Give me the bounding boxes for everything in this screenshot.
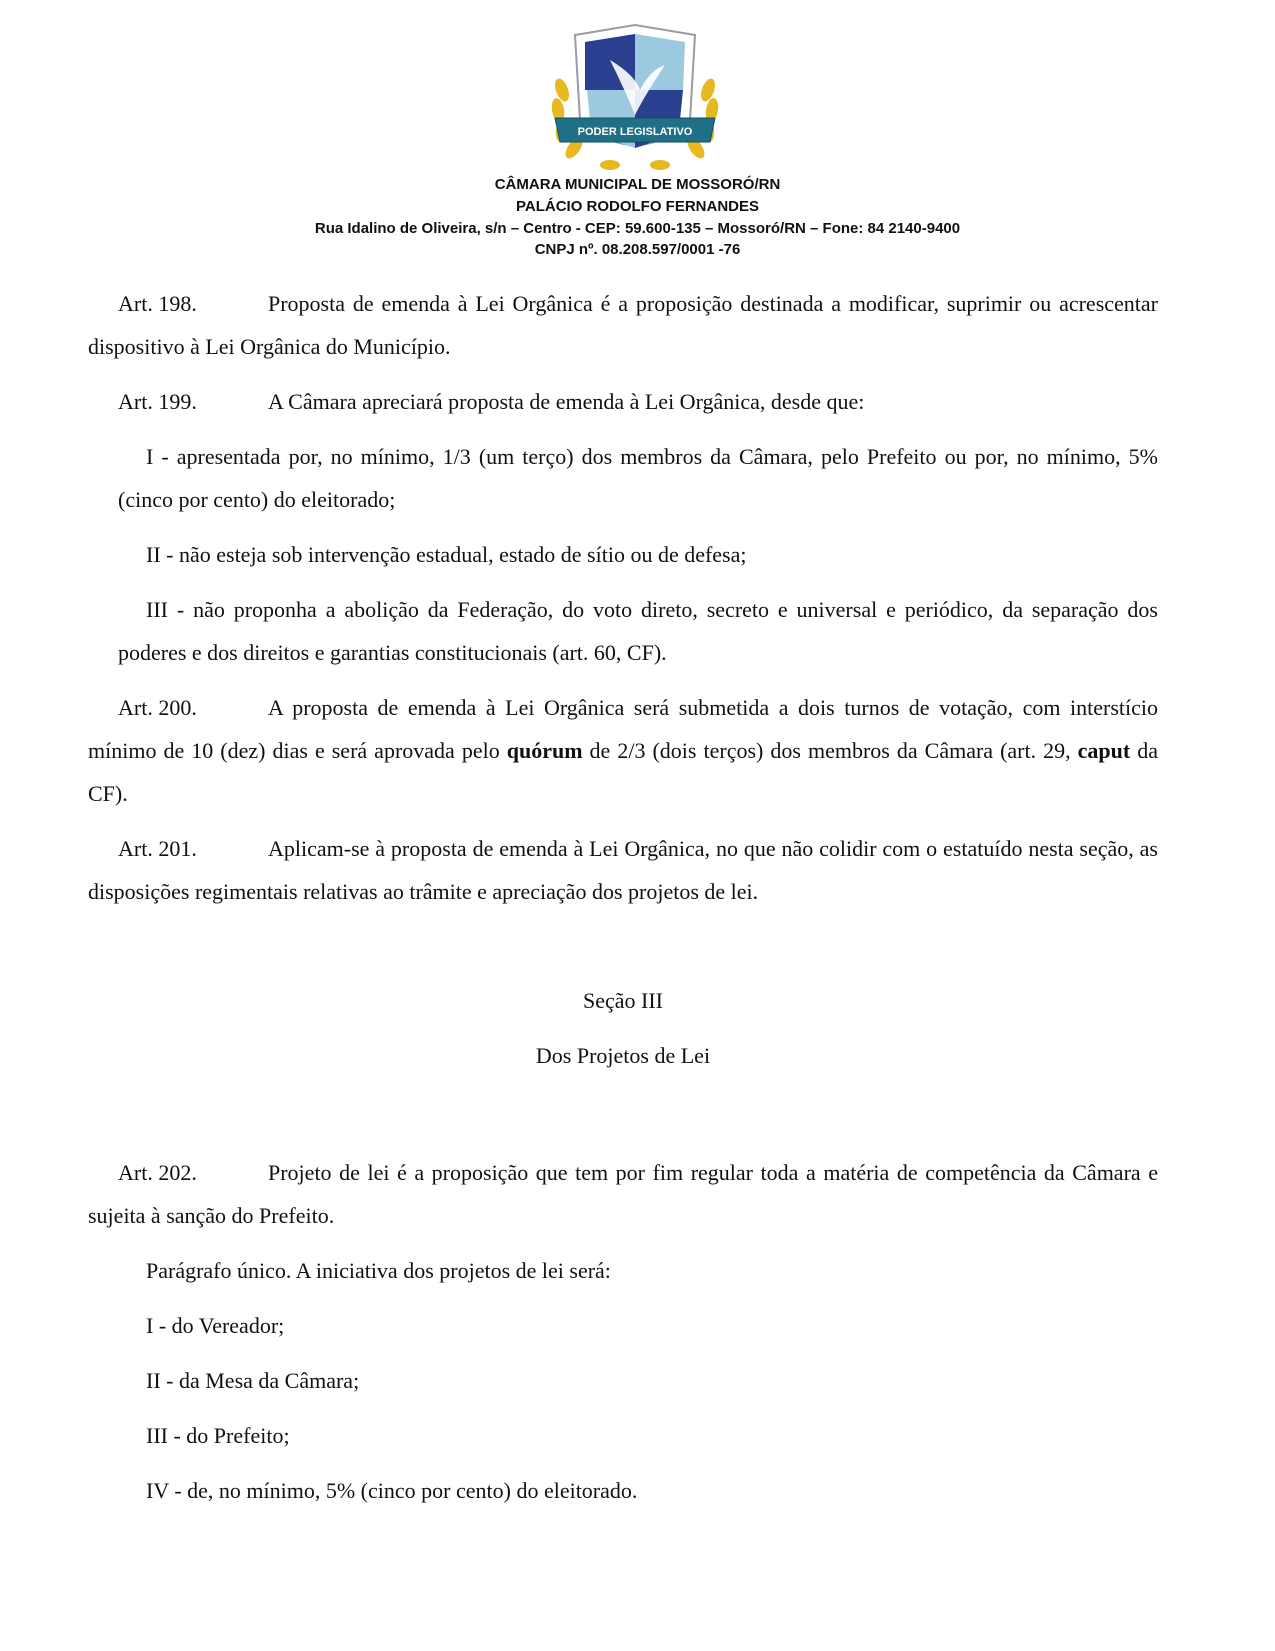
bold-term: caput — [1077, 738, 1131, 763]
article-199-item-ii: II - não esteja sob intervenção estadual, estado de sítio ou de defesa; — [146, 542, 747, 567]
address: Rua Idalino de Oliveira, s/n – Centro - CEP: 59.600-135 – Mossoró/RN – Fone: 84 2140-9400 — [314, 220, 961, 237]
cnpj: CNPJ nº. 08.208.597/0001 -76 — [534, 241, 741, 258]
article-201: Art. 201. Aplicam-se à proposta de emenda à Lei Orgânica, no que não colidir com o estatuído nesta seção, as disposições regimentais relativas ao trâmite e apreciação dos projetos de lei. — [88, 836, 1158, 904]
article-199-item-i: I - apresentada por, no mínimo, 1/3 (um terço) dos membros da Câmara, pelo Prefeito ou por, no mínimo, 5% (cinco por cento) do eleitorado; — [118, 444, 1158, 512]
article-202-item-ii: II - da Mesa da Câmara; — [146, 1368, 360, 1393]
article-198: Art. 198. Proposta de emenda à Lei Orgânica é a proposição destinada a modificar, suprimir ou acrescentar dispositivo à Lei Orgânica do Município. — [88, 291, 1158, 359]
building-name: PALÁCIO RODOLFO FERNANDES — [515, 198, 760, 215]
article-200: Art. 200. A proposta de emenda à Lei Orgânica será submetida a dois turnos de votação, com interstício mínimo de 10 (dez) dias e será aprovada pelo quórum de 2/3 (dois terços) dos membros da Câmara (art. 29, caput da CF). — [88, 695, 1159, 806]
article-202-item-i: I - do Vereador; — [146, 1313, 285, 1338]
svg-text:1870: 1870 — [626, 149, 644, 158]
article-199-item-iii: III - não proponha a abolição da Federação, do voto direto, secreto e universal e periódico, da separação dos poderes e dos direitos e garantias constitucionais (art. 60, CF). — [118, 597, 1158, 665]
org-name: CÂMARA MUNICIPAL DE MOSSORÓ/RN — [494, 176, 781, 193]
article-202-item-iii: III - do Prefeito; — [146, 1423, 290, 1448]
article-202-paragraph: Parágrafo único. A iniciativa dos projetos de lei será: — [146, 1258, 611, 1283]
svg-text:PODER LEGISLATIVO: PODER LEGISLATIVO — [577, 126, 693, 138]
section-subtitle: Dos Projetos de Lei — [535, 1043, 711, 1068]
article-199: Art. 199. A Câmara apreciará proposta de emenda à Lei Orgânica, desde que: — [118, 389, 865, 414]
shield-dove-laurel-crest-icon — [540, 20, 730, 180]
article-202-item-iv: IV - de, no mínimo, 5% (cinco por cento) do eleitorado. — [146, 1478, 638, 1503]
section-title: Seção III — [582, 988, 663, 1013]
article-202: Art. 202. Projeto de lei é a proposição que tem por fim regular toda a matéria de competência da Câmara e sujeita à sanção do Prefeito. — [88, 1160, 1158, 1228]
bold-term: quórum — [506, 738, 583, 763]
document-body — [88, 282, 1158, 1524]
